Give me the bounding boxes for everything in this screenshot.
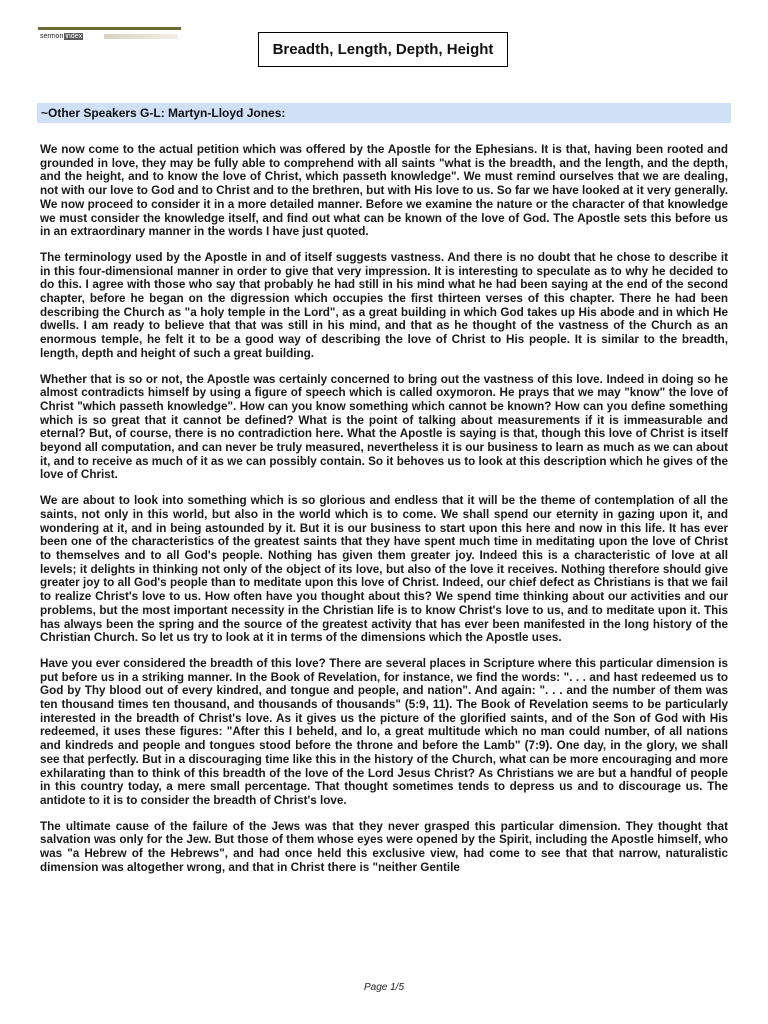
- paragraph-3: Whether that is so or not, the Apostle was certainly concerned to bring out the vastness of this love. Indeed in doing so he almost contradicts himself by using a figure of speech which is called oxymoron. He prays that we may "know" the love of Christ "which passeth knowledge". How can you know something which cannot be known? How can you define something which is so great that it cannot be defined? What is the point of talking about measurements if it is immeasurable and eternal? But, of course, there is no contradiction here. What the Apostle is saying is that, though this love of Christ is itself beyond all computation, and can never be truly measured, nevertheless it is our business to learn as much as we can about it, and to receive as much of it as we can possibly contain. So it behoves us to look at this description which he gives of the love of Christ.: [40, 372, 728, 482]
- paragraph-2: The terminology used by the Apostle in and of itself suggests vastness. And there is no doubt that he chose to describe it in this four-dimensional manner in order to give that very impression. It is interesting to speculate as to why he decided to do this. I agree with those who say that probably he had still in his mind what he had been saying at the end of the second chapter, before he began on the digression which occupies the first thirteen verses of this chapter. There he had been describing the Church as "a holy temple in the Lord", as a great building in which God takes up His abode and in which He dwells. I am ready to believe that that was still in his mind, and that as he thought of the vastness of the Church as an enormous temple, he felt it to be a good way of describing the love of Christ to His people. It is similar to the breadth, length, depth and height of such a great building.: [40, 250, 728, 360]
- logo-word-highlight: index: [65, 33, 83, 40]
- paragraph-4: We are about to look into something which is so glorious and endless that it will be the theme of contemplation of all the saints, not only in this world, but also in the world which is to come. We shall spend our eternity in gazing upon it, and wondering at it, and in being astounded by it. But it is our business to start upon this here and now in this life. It has ever been one of the characteristics of the greatest saints that they have spent much time in meditating upon the love of Christ to themselves and to all God's people. Nothing has given them greater joy. Indeed this is a characteristic of love at all levels; it delights in thinking not only of the object of its love, but also of the love it receives. Nothing therefore should give greater joy to all God's people than to meditate upon this love of Christ. Indeed, our chief defect as Christians is that we fail to realize Christ's love to us. How often have you thought about this? We spend time thinking about our activities and our problems, but the most important necessity in the Christian life is to know Christ's love to us, and to meditate upon it. This has always been the spring and the source of the greatest activity that has ever been manifested in the long history of the Christian Church. So let us try to look at it in terms of the dimensions which the Apostle uses.: [40, 494, 728, 645]
- page-title: Breadth, Length, Depth, Height: [258, 32, 508, 67]
- logo-tagline-graphic: [104, 34, 178, 39]
- paragraph-1: We now come to the actual petition which was offered by the Apostle for the Ephesians. It is that, having been rooted and grounded in love, they may be fully able to comprehend with all saints "what is the breadth, and the length, and the depth, and the height, and to know the love of Christ, which passeth knowledge". We must remind ourselves that we are dealing, not with our love to God and to Christ and to the brethren, but with His love to us. So far we have looked at it very generally. We now proceed to consider it in a more detailed manner. Before we examine the nature or the character of that knowledge we must consider the knowledge itself, and find out what can be known of the love of God. The Apostle sets this before us in an extraordinary manner in the words I have just quoted.: [40, 143, 728, 239]
- paragraph-6: The ultimate cause of the failure of the Jews was that they never grasped this particular dimension. They thought that salvation was only for the Jew. But those of them whose eyes were opened by the Spirit, including the Apostle himself, who was "a Hebrew of the Hebrews", and had once held this exclusive view, had come to see that that narrow, naturalistic dimension was altogether wrong, and that in Christ there is "neither Gentile: [40, 819, 728, 874]
- paragraph-5: Have you ever considered the breadth of this love? There are several places in Scripture where this particular dimension is put before us in a striking manner. In the Book of Revelation, for instance, we find the words: ". . . and hast redeemed us to God by Thy blood out of every kindred, and tongue and people, and nation". And again: ". . . and the number of them was ten thousand times ten thousand, and thousands of thousands" (5:9, 11). The Book of Revelation seems to be particularly interested in the breadth of Christ's love. As it gives us the picture of the glorified saints, and of the Son of God with His redeemed, it uses these figures: "After this I beheld, and lo, a great multitude which no man could number, of all nations and kindreds and people and tongues stood before the throne and before the Lamb" (7:9). One day, in the glory, we shall see that perfectly. But in a discouraging time like this in the history of the Church, what can be more encouraging and more exhilarating than to think of this breadth of the love of the Lord Jesus Christ? As Christians we are but a handful of people in this country today, a mere small percentage. That thought sometimes tends to depress us and to discourage us. The antidote to it is to consider the breadth of Christ's love.: [40, 656, 728, 807]
- logo-wordmark: [40, 33, 83, 41]
- sermonindex-logo: [38, 27, 181, 45]
- sermon-body: [40, 143, 728, 886]
- logo-rule: [38, 27, 181, 30]
- speaker-category-bar: ~Other Speakers G-L: Martyn-Lloyd Jones:: [37, 103, 731, 123]
- logo-word: sermon: [40, 33, 64, 40]
- page-number: Page 1/5: [363, 982, 405, 993]
